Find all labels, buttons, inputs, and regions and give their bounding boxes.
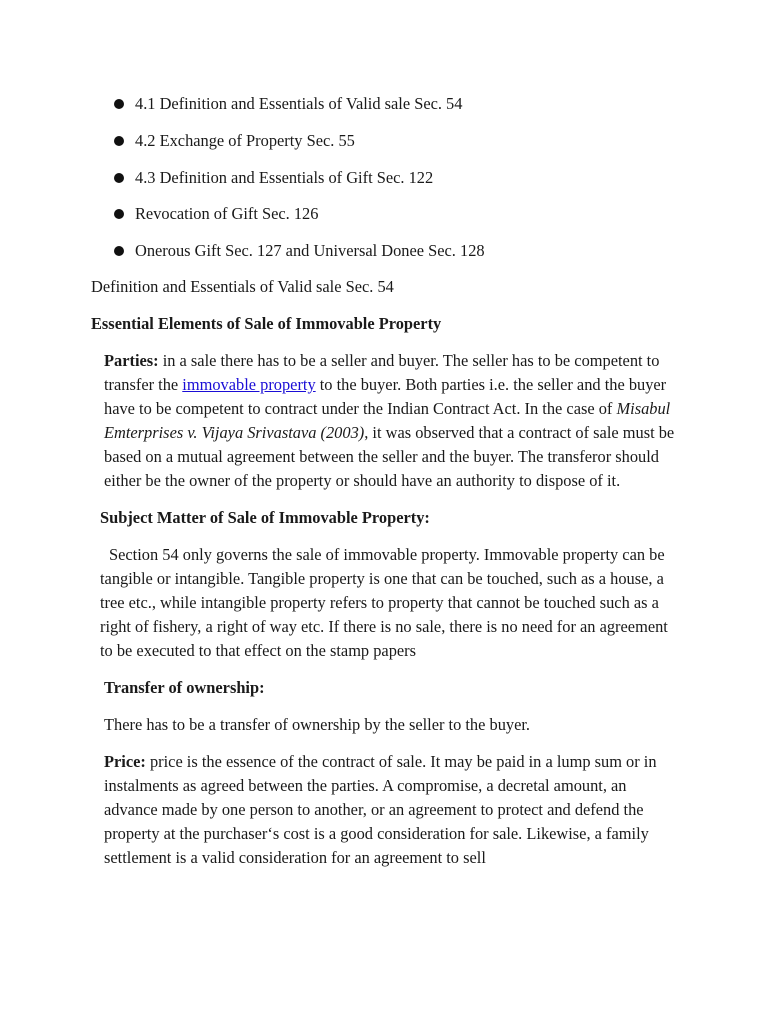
bullet-icon (114, 136, 124, 146)
topic-list (91, 92, 681, 263)
parties-label: Parties: (104, 351, 159, 371)
list-item: 4.1 Definition and Essentials of Valid sale Sec. 54 (91, 92, 681, 116)
list-item: 4.2 Exchange of Property Sec. 55 (91, 129, 681, 153)
subject-matter-paragraph: Section 54 only governs the sale of immovable property. Immovable property can be tangible or intangible. Tangible property is one that can be touched, such as a house, a tree etc., while intangible property refers to property that cannot be touched such as a right of fishery, a right of way etc. If there is no sale, there is no need for an agreement to be executed to that effect on the stamp papers (100, 545, 668, 661)
parties-paragraph: Parties: in a sale there has to be a seller and buyer. The seller has to be competent to transfer the immovable property to the buyer. Both parties i.e. the seller and the buyer have to be competent to contract under the Indian Contract Act. In the case of Misabul Emterprises v. Vijaya Srivastava (2003), it was observed that a contract of sale must be based on a mutual agreement between the seller and the buyer. The transferor should either be the owner of the property or should have an authority to dispose of it. (104, 351, 675, 491)
subject-matter-heading: Subject Matter of Sale of Immovable Property: (100, 508, 430, 528)
bullet-icon (114, 99, 124, 109)
document-page (91, 92, 681, 883)
case-citation: Misabul Emterprises v. Vijaya Srivastava (2003) (104, 399, 671, 443)
bullet-icon (114, 209, 124, 219)
bullet-icon (114, 246, 124, 256)
price-label: Price: (104, 752, 146, 772)
bullet-icon (114, 173, 124, 183)
transfer-of-ownership-paragraph: There has to be a transfer of ownership by the seller to the buyer. (104, 715, 531, 735)
list-item: Onerous Gift Sec. 127 and Universal Donee Sec. 128 (91, 239, 681, 263)
immovable-property-link[interactable]: immovable property (182, 375, 316, 395)
essential-elements-heading: Essential Elements of Sale of Immovable Property (91, 314, 442, 334)
price-paragraph: Price: price is the essence of the contract of sale. It may be paid in a lump sum or in instalments as agreed between the parties. A compromise, a decretal amount, an advance made by one person to another, or an agreement to protect and defend the property at the purchaser‘s cost is a good consideration for sale. Likewise, a family settlement is a valid consideration for an agreement to sell (104, 752, 657, 868)
section-title: Definition and Essentials of Valid sale Sec. 54 (91, 277, 394, 297)
transfer-of-ownership-heading: Transfer of ownership: (104, 678, 265, 698)
list-item: 4.3 Definition and Essentials of Gift Sec. 122 (91, 166, 681, 190)
list-item: Revocation of Gift Sec. 126 (91, 202, 681, 226)
